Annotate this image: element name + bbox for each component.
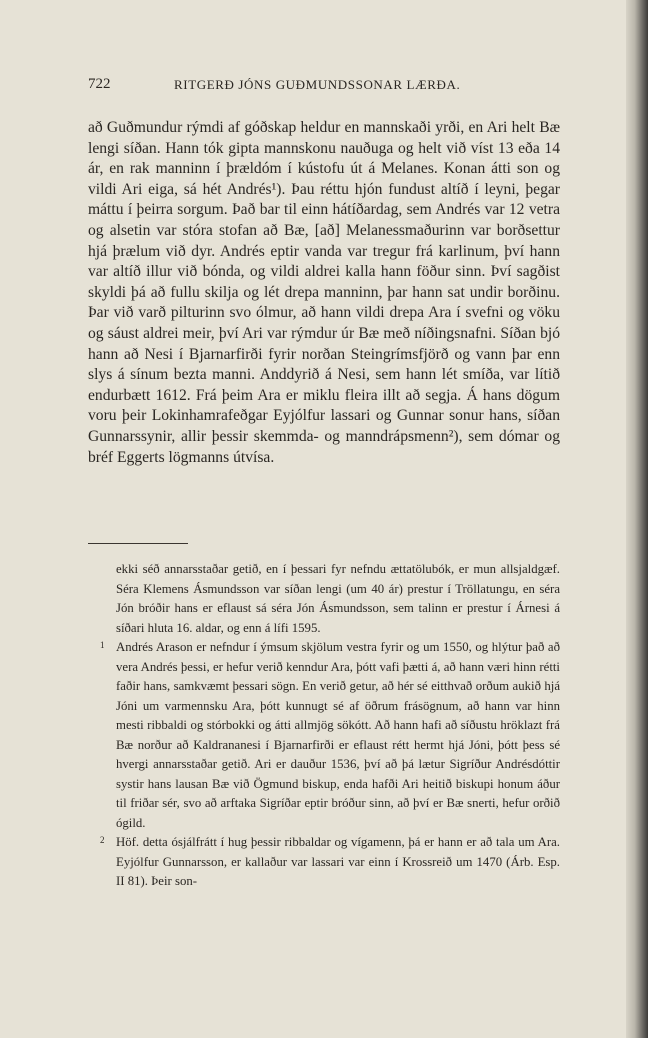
main-text [88,118,560,468]
running-title: RITGERÐ JÓNS GUÐMUNDSSONAR LÆRÐA. [174,77,461,92]
page-number: 722 [88,76,111,92]
footnote-2 [88,833,560,892]
footnote-1 [88,638,560,833]
page-edge-shadow [626,0,648,1038]
footnote-separator [88,543,188,544]
running-header [88,76,560,98]
footnote-continued [88,560,560,638]
footnote-marker: 1 [100,640,105,650]
footnotes [88,560,560,892]
body-paragraph: að Guðmundur rýmdi af góðskap heldur en mannskaði yrði, en Ari helt Bæ lengi síðan. Hann tók gipta mannskonu nauðuga og helt við víst 13 eða 14 ár, en rak manninn í þrældóm í kústofu út á Melanes. Konan átti son og vildi Ari eiga, sá hét Andrés¹). Þau réttu hjón fundust altíð í leyni, þegar máttu í þeirra sorgum. Það bar til einn hátíðardag, sem Andrés var 12 vetra og alsetin var stóra stofan að Bæ, [að] Melanessmaðurinn var borðsettur hjá þrælum við dyr. Andrés eptir vanda var tregur frá karlinum, því hann var altíð illur við bónda, og vildi aldrei kalla hann föður sinn. Því sagðist skyldi þá að fullu skilja og lét drepa manninn, þar hann sat undir borðinu. Þar við varð pilturinn svo ólmur, að hann vildi drepa Ara í svefni og vöku og sáust aldrei meir, því Ari var rýmdur úr Bæ með níðingsnafni. Síðan bjó hann að Nesi í Bjarnarfirði fyrir norðan Steingrímsfjörð og vann þar enn slys á sínum bezta manni. Anddyrið á Nesi, sem hann lét smíða, var lítið endurbætt 1612. Frá þeim Ara er miklu fleira illt að segja. Á hans dögum voru þeir Lokinhamrafeðgar Eyjólfur lassari og Gunnar sonur hans, síðan Gunnarssynir, allir þessir skemmda- og manndrápsmenn²), sem dómar og bréf Eggerts lögmanns útvísa. [88,119,560,466]
footnote-marker: 2 [100,835,105,845]
footnote-text: Andrés Arason er nefndur í ýmsum skjölum vestra fyrir og um 1550, og hlýtur það að vera Andrés þessi, er hefur verið kenndur Ara, þótt vafi þætti á, að hann væri hinn rétti faðir hans, samkvæmt þessari sögn. En verið getur, að hér sé eitthvað orðum aukið hjá Jóni um varmennsku Ara, þótt kunnugt sé af öðrum frásögnum, að hann var hinn mesti ribbaldi og stórbokki og átti allmjög sökótt. Að hann hafi að síðustu hröklazt frá Bæ norður að Kaldrananesi í Bjarnarfirði er eflaust rétt hermt hjá Jóni, þótt þess sé hvergi annarsstaðar getið. Ari er dauður 1536, því að þá lætur Sigríður Andrésdóttir systir hans lausan Bæ við Ögmund biskup, enda hafði Ari heitið biskupi honum áður til friðar sér, svo að arftaka Sigríðar eptir bróður sinn, að því er Bæ snerti, hefur orðið ógild. [116,640,560,830]
footnote-text: ekki séð annarsstaðar getið, en í þessari fyr nefndu ættatölubók, er mun allsjaldgæf. Séra Klemens Ásmundsson var síðan lengi (um 40 ár) prestur í Tröllatungu, en séra Jón bróðir hans er eflaust sá séra Jón Ásmundsson, sem talinn er prestur í Árnesi á síðari hluta 16. aldar, og enn á lífi 1595. [116,562,560,635]
footnote-text: Höf. detta ósjálfrátt í hug þessir ribbaldar og vígamenn, þá er hann er að tala um Ara. Eyjólfur Gunnarsson, er kallaður var lassari var einn í Krossreið um 1470 (Árb. Esp. II 81). Þeir son- [116,835,560,888]
